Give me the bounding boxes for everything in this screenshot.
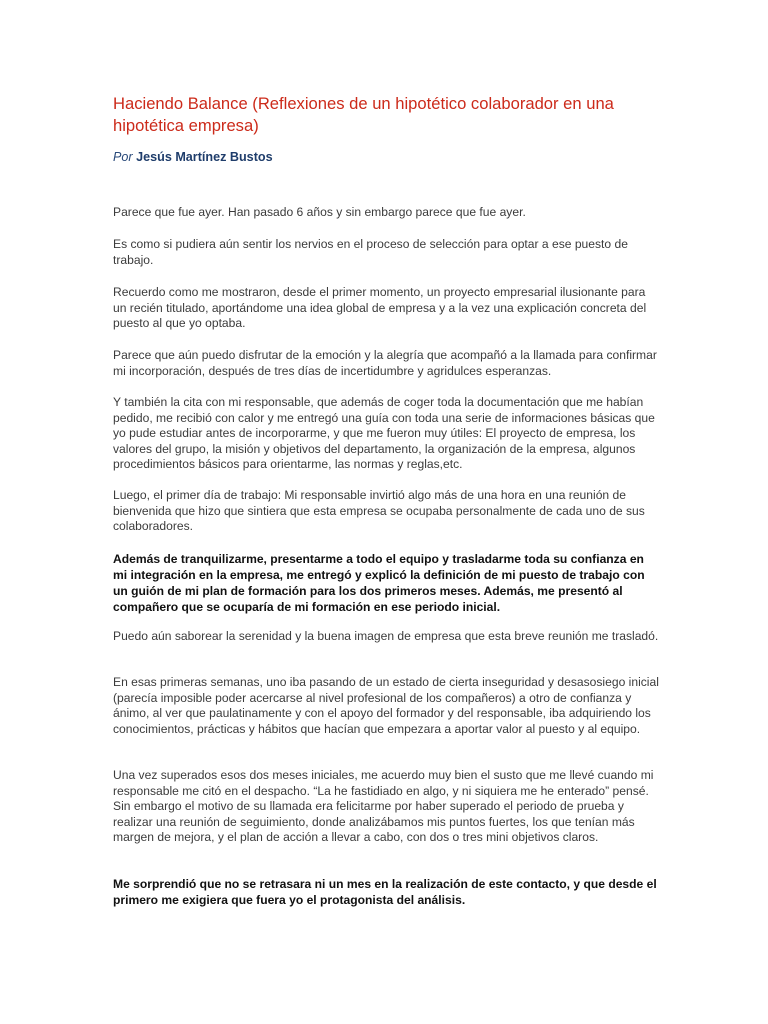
article-title: Haciendo Balance (Reflexiones de un hipotético colaborador en una hipotética empresa)	[113, 94, 614, 135]
paragraph-9: En esas primeras semanas, uno iba pasando de un estado de cierta inseguridad y desasosiego inicial (parecía imposible poder acercarse al nivel profesional de los compañeros) a otro de confianza y ánimo, al ver que paulatinamente y con el apoyo del formador y del responsable, iba adquiriendo los conocimientos, prácticas y hábitos que hacían que empezara a aportar valor al puesto y al equipo.	[113, 675, 659, 736]
paragraph-7-bold: Además de tranquilizarme, presentarme a todo el equipo y trasladarme toda su confianza en mi integración en la empresa, me entregó y explicó la definición de mi puesto de trabajo con un guión de mi plan de formación para los dos primeros meses. Además, me presentó al compañero que se ocuparía de mi formación en ese periodo inicial.	[113, 552, 645, 614]
paragraph-11-bold: Me sorprendió que no se retrasara ni un mes en la realización de este contacto, y que desde el primero me exigiera que fuera yo el protagonista del análisis.	[113, 877, 657, 907]
author-name: Jesús Martínez Bustos	[136, 150, 273, 164]
paragraph-4: Parece que aún puedo disfrutar de la emoción y la alegría que acompañó a la llamada para confirmar mi incorporación, después de tres días de incertidumbre y agridulces esperanzas.	[113, 348, 657, 378]
article-byline	[113, 149, 273, 166]
paragraph-1: Parece que fue ayer. Han pasado 6 años y sin embargo parece que fue ayer.	[113, 205, 526, 219]
paragraph-10: Una vez superados esos dos meses iniciales, me acuerdo muy bien el susto que me llevé cuando mi responsable me citó en el despacho. “La he fastidiado en algo, y ni siquiera me he enterado” pensé. Sin embargo el motivo de su llamada era felicitarme por haber superado el periodo de prueba y realizar una reunión de seguimiento, donde analizábamos mis puntos fuertes, los que tenían más margen de mejora, y el plan de acción a llevar a cabo, con dos o tres mini objetivos claros.	[113, 768, 654, 844]
paragraph-8: Puedo aún saborear la serenidad y la buena imagen de empresa que esta breve reunión me trasladó.	[113, 629, 659, 643]
paragraph-2: Es como si pudiera aún sentir los nervios en el proceso de selección para optar a ese puesto de trabajo.	[113, 237, 628, 267]
paragraph-5: Y también la cita con mi responsable, que además de coger toda la documentación que me habían pedido, me recibió con calor y me entregó una guía con toda una serie de informaciones básicas que yo pude estudiar antes de incorporarme, y que me fueron muy útiles: El proyecto de empresa, los valores del grupo, la misión y objetivos del departamento, la organización de la empresa, algunos procedimientos básicos para orientarme, las normas y reglas,etc.	[113, 395, 655, 471]
byline-prefix: Por	[113, 150, 133, 164]
paragraph-3: Recuerdo como me mostraron, desde el primer momento, un proyecto empresarial ilusionante para un recién titulado, aportándome una idea global de empresa y a la vez una explicación concreta del puesto al que yo optaba.	[113, 285, 647, 330]
paragraph-6: Luego, el primer día de trabajo: Mi responsable invirtió algo más de una hora en una reunión de bienvenida que hizo que sintiera que esta empresa se ocupaba personalmente de cada uno de sus colaboradores.	[113, 488, 645, 533]
